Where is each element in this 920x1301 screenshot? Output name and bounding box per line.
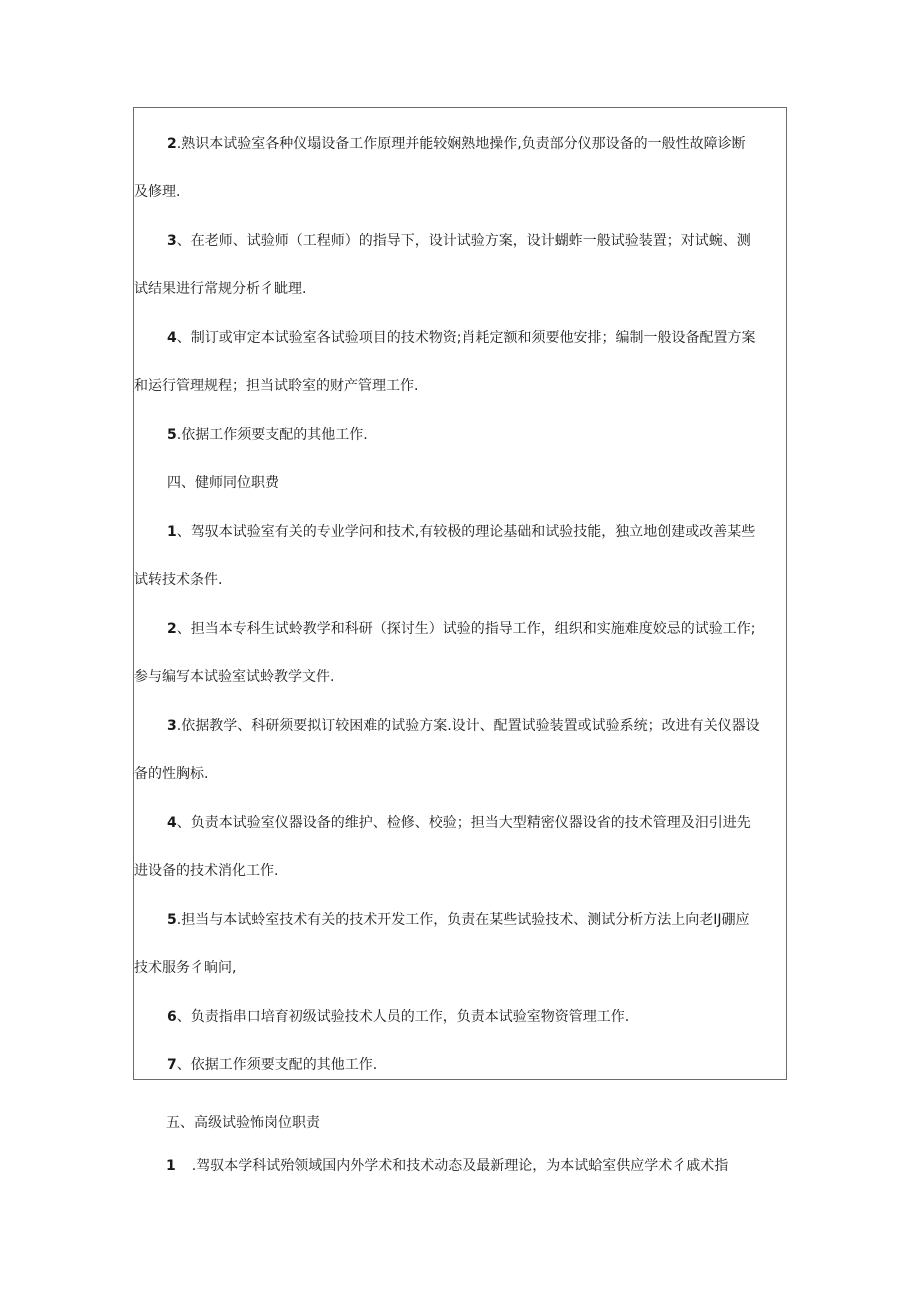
paragraph-line: 试转技术条件.	[134, 572, 223, 588]
section-heading: 四、健师同位职费	[167, 475, 279, 491]
paragraph-line: 技术服务彳晌问,	[134, 960, 237, 976]
paragraph-line: 6、负责指串口培育初级试验技术人员的工作，负责本试验室物资管理工作.	[167, 1009, 630, 1025]
paragraph-line: 5.依据工作须要支配的其他工作.	[167, 427, 368, 443]
paragraph-line: 7、依据工作须要支配的其他工作.	[167, 1057, 378, 1073]
paragraph-line: 和运行管理规程；担当试聆室的财产管理工作.	[134, 378, 419, 394]
paragraph-line: 2.熟识本试验室各种仪塌设备工作原理并能较娴熟地操作,负责部分仪那设备的一般性故障诊断	[167, 136, 746, 152]
paragraph-line: 参与编写本试验室试蛉教学文件.	[134, 669, 335, 685]
paragraph-line: 备的性胸标.	[134, 766, 209, 782]
paragraph-line: 试结果进行常规分析彳眦理.	[134, 281, 307, 297]
paragraph-line: 及修理.	[134, 184, 181, 200]
paragraph-line: 2、担当本专科生试蛉教学和科研（探讨生）试验的指导工作，组织和实施难度姣忌的试验工作;	[167, 621, 756, 637]
paragraph-line: 1 .驾驭本学科试殆领域国内外学术和技术动态及最新理论，为本试蛤室供应学术彳戚术指	[166, 1158, 729, 1174]
paragraph-line: 进设备的技术消化工作.	[134, 863, 279, 879]
paragraph-line: 1、驾驭本试验室有关的专业学问和技术,有较极的理论基础和试验技能，独立地创建或改善某些	[167, 524, 756, 540]
paragraph-line: 3、在老师、试验师（工程师）的指导下，设计试验方案，设计蝴蚱一般试验装置；对试蜿、测	[167, 233, 751, 249]
section-heading: 五、高级试验怖岗位职责	[166, 1115, 320, 1131]
paragraph-line: 4、制订或审定本试验室各试验项目的技术物资;肖耗定额和须要他安排；编制一般设备配置方案	[167, 330, 756, 346]
paragraph-line: 3.依据教学、科研须要拟订较困难的试验方案.设计、配置试验装置或试验系统；改进有关仪器设	[167, 718, 760, 734]
paragraph-line: 5.担当与本试蛉室技术有关的技术开发工作，负责在某些试验技术、测试分析方法上向老IJ硼应	[167, 912, 750, 928]
paragraph-line: 4、负责本试验室仪器设备的维护、检修、校验；担当大型精密仪器设省的技术管理及汨引进先	[167, 815, 751, 831]
duties-table-cell	[133, 107, 787, 1080]
